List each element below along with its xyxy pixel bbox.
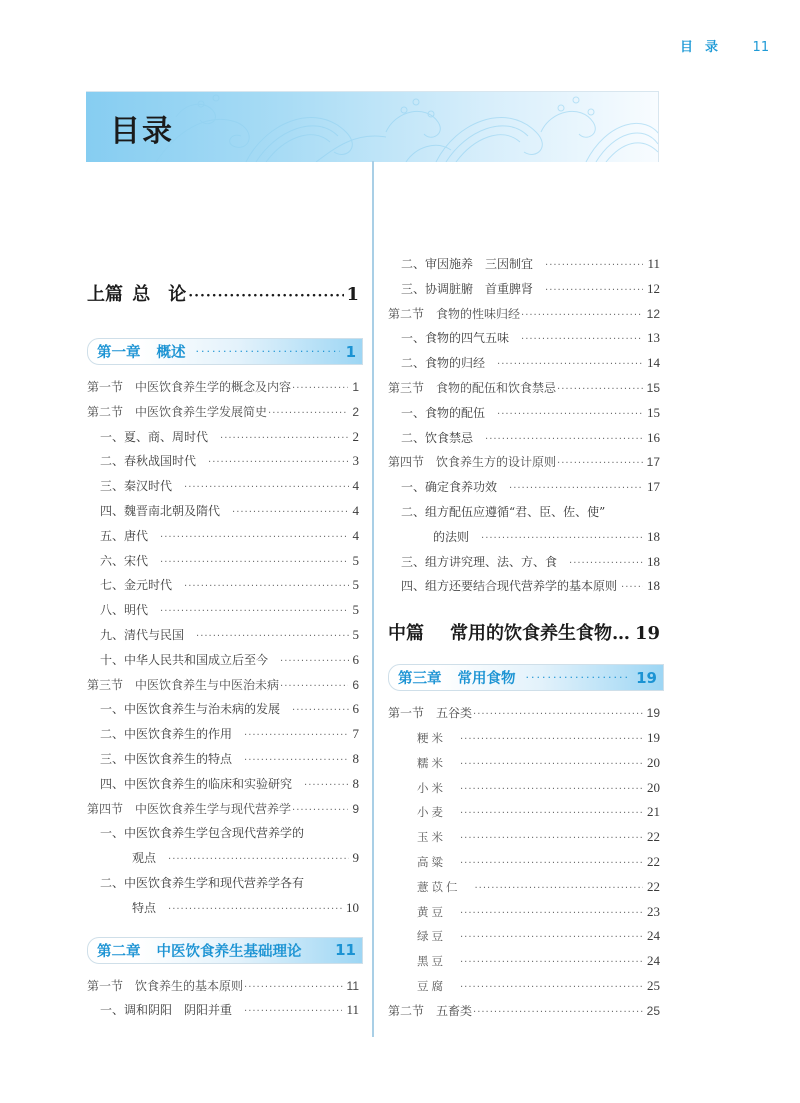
entry-label: 第三节 食物的配伍和饮食禁忌 bbox=[388, 380, 557, 395]
entry-label: 小麦 bbox=[417, 805, 446, 820]
entry-label: 一、夏、商、周时代 bbox=[100, 429, 209, 444]
toc-food-item[interactable] bbox=[388, 850, 660, 875]
entry-page: 1 bbox=[352, 380, 359, 394]
chapter-title: 中医饮食养生基础理论 bbox=[156, 943, 302, 960]
entry-label: 二、审因施养 三因制宜 bbox=[401, 257, 534, 271]
toc-item[interactable] bbox=[87, 524, 359, 549]
dot-leader bbox=[521, 328, 643, 353]
entry-page: 9 bbox=[352, 801, 359, 816]
entry-label: 高粱 bbox=[417, 854, 446, 869]
entry-page: 4 bbox=[352, 527, 359, 543]
toc-item[interactable] bbox=[87, 623, 359, 648]
entry-label: 六、宋代 bbox=[100, 553, 149, 568]
dot-leader bbox=[460, 753, 643, 778]
toc-item[interactable] bbox=[87, 998, 359, 1023]
running-head-title: 目录 bbox=[680, 40, 731, 55]
entry-label: 第四节 饮食养生方的设计原则 bbox=[388, 455, 557, 470]
toc-food-item[interactable] bbox=[388, 726, 660, 751]
entry-label: 十、中华人民共和国成立后至今 bbox=[100, 652, 269, 667]
toc-food-item[interactable] bbox=[388, 974, 660, 999]
dot-leader bbox=[460, 951, 643, 976]
toc-item[interactable] bbox=[388, 351, 660, 376]
toc-right-column bbox=[388, 252, 660, 1024]
toc-item[interactable] bbox=[388, 401, 660, 426]
entry-label: 四、组方还要结合现代营养学的基本原则 bbox=[401, 579, 618, 594]
entry-page: 19 bbox=[647, 729, 660, 745]
entry-page: 16 bbox=[647, 429, 660, 445]
toc-item[interactable] bbox=[87, 449, 359, 474]
entry-page: 18 bbox=[647, 553, 660, 569]
toc-item-line1[interactable] bbox=[87, 821, 359, 846]
entry-page: 20 bbox=[647, 779, 660, 795]
entry-page: 21 bbox=[647, 804, 660, 820]
entry-label: 第一节 中医饮食养生学的概念及内容 bbox=[87, 380, 292, 394]
dot-leader bbox=[244, 749, 348, 774]
toc-item[interactable] bbox=[87, 747, 359, 772]
dot-leader bbox=[292, 699, 348, 724]
entry-label: 第四节 中医饮食养生学与现代营养学 bbox=[87, 801, 292, 816]
toc-item[interactable] bbox=[87, 425, 359, 450]
dot-leader bbox=[460, 902, 643, 927]
chapter-page: 19 bbox=[636, 668, 657, 687]
entry-label: 二、中医饮食养生的作用 bbox=[100, 727, 233, 742]
entry-label: 二、组方配伍应遵循“君、臣、佐、使” bbox=[401, 504, 606, 519]
entry-label: 四、魏晋南北朝及隋代 bbox=[100, 503, 221, 518]
entry-label: 一、中医饮食养生学包含现代营养学的 bbox=[100, 826, 305, 841]
entry-label: 小米 bbox=[417, 780, 446, 795]
entry-page: 14 bbox=[647, 355, 660, 371]
toc-item-line2[interactable] bbox=[87, 846, 359, 871]
entry-page: 10 bbox=[346, 899, 359, 915]
chapter-number: 第三章 bbox=[398, 671, 442, 688]
toc-food-item[interactable] bbox=[388, 800, 660, 825]
entry-page: 24 bbox=[647, 928, 660, 944]
dot-leader bbox=[160, 600, 348, 625]
toc-part-heading[interactable] bbox=[388, 619, 660, 649]
dot-leader bbox=[526, 671, 631, 684]
dot-leader bbox=[188, 288, 344, 304]
entry-page: 18 bbox=[647, 528, 660, 544]
page-title: 目录 bbox=[110, 114, 174, 149]
toc-left-column bbox=[87, 280, 359, 1023]
entry-page: 22 bbox=[647, 853, 660, 869]
entry-page: 6 bbox=[352, 677, 359, 692]
entry-label: 二、饮食禁忌 bbox=[401, 430, 474, 445]
dot-leader bbox=[473, 703, 643, 728]
toc-food-item[interactable] bbox=[388, 949, 660, 974]
dot-leader bbox=[460, 802, 643, 827]
entry-page: 4 bbox=[352, 502, 359, 518]
entry-label: 五、唐代 bbox=[100, 528, 149, 543]
part-label: 中篇 bbox=[388, 623, 424, 645]
entry-label: 二、食物的归经 bbox=[401, 356, 486, 371]
entry-label: 第二节 食物的性味归经 bbox=[388, 306, 521, 321]
entry-label: 二、中医饮食养生学和现代营养学各有 bbox=[100, 875, 305, 890]
entry-page: 22 bbox=[647, 878, 660, 894]
title-banner bbox=[86, 91, 659, 162]
page-number: 11 bbox=[752, 40, 770, 55]
dot-leader bbox=[244, 724, 348, 749]
entry-page: 15 bbox=[646, 380, 660, 395]
entry-label: 一、食物的配伍 bbox=[401, 405, 486, 420]
toc-section[interactable] bbox=[87, 797, 359, 822]
running-head bbox=[680, 36, 769, 55]
toc-section[interactable] bbox=[388, 450, 660, 475]
toc-chapter-heading[interactable] bbox=[87, 937, 363, 964]
toc-section[interactable] bbox=[87, 974, 359, 999]
entry-page: 5 bbox=[352, 626, 359, 642]
toc-section[interactable] bbox=[388, 701, 660, 726]
entry-page: 12 bbox=[646, 306, 660, 321]
toc-item[interactable] bbox=[87, 772, 359, 797]
column-divider bbox=[372, 161, 374, 1037]
entry-label: 四、中医饮食养生的临床和实验研究 bbox=[100, 776, 293, 791]
dot-leader bbox=[196, 345, 340, 358]
dot-leader bbox=[460, 728, 643, 753]
entry-page: 18 bbox=[647, 578, 660, 594]
entry-label: 三、秦汉时代 bbox=[100, 479, 173, 494]
entry-label: 八、明代 bbox=[100, 603, 149, 618]
entry-label: 薏苡仁 bbox=[417, 879, 461, 894]
dot-leader bbox=[545, 254, 643, 279]
entry-page: 15 bbox=[647, 404, 660, 420]
entry-label: 三、协调脏腑 首重脾肾 bbox=[401, 281, 534, 296]
entry-page: 11 bbox=[346, 1002, 359, 1018]
toc-food-item[interactable] bbox=[388, 776, 660, 801]
entry-page: 6 bbox=[352, 701, 359, 717]
dot-leader bbox=[460, 827, 643, 852]
entry-page: 19 bbox=[646, 706, 660, 721]
entry-label: 一、食物的四气五味 bbox=[401, 331, 510, 346]
entry-page: 7 bbox=[352, 726, 359, 742]
toc-item-line2[interactable] bbox=[87, 896, 359, 921]
toc-food-item[interactable] bbox=[388, 825, 660, 850]
dot-leader bbox=[184, 476, 348, 501]
toc-item[interactable] bbox=[87, 722, 359, 747]
entry-page: 5 bbox=[352, 577, 359, 593]
entry-page: 5 bbox=[352, 552, 359, 568]
toc-section[interactable] bbox=[388, 999, 660, 1024]
dot-leader bbox=[569, 552, 643, 577]
dot-leader bbox=[232, 501, 348, 526]
entry-label: 豆腐 bbox=[417, 978, 446, 993]
toc-section[interactable] bbox=[388, 302, 660, 327]
toc-item[interactable] bbox=[388, 550, 660, 575]
dot-leader bbox=[208, 451, 348, 476]
dot-leader bbox=[481, 527, 643, 552]
entry-label: 七、金元时代 bbox=[100, 578, 173, 593]
toc-item[interactable] bbox=[87, 573, 359, 598]
entry-page: 4 bbox=[352, 478, 359, 494]
chapter-number: 第二章 bbox=[97, 943, 141, 960]
entry-label: 绿豆 bbox=[417, 929, 446, 944]
part-page: 19 bbox=[634, 623, 660, 645]
dot-leader bbox=[304, 774, 348, 799]
dot-leader bbox=[521, 304, 643, 329]
dot-leader bbox=[184, 575, 348, 600]
entry-label: 糯米 bbox=[417, 755, 446, 770]
dot-leader bbox=[473, 1001, 643, 1026]
entry-page: 5 bbox=[352, 602, 359, 618]
entry-label: 第二节 中医饮食养生学发展简史 bbox=[87, 404, 268, 419]
entry-page: 25 bbox=[646, 1003, 660, 1018]
toc-item-line1[interactable] bbox=[87, 871, 359, 896]
toc-item-line2[interactable] bbox=[388, 525, 660, 550]
toc-item[interactable] bbox=[388, 426, 660, 451]
dot-leader bbox=[268, 402, 348, 427]
toc-section[interactable] bbox=[87, 400, 359, 425]
dot-leader bbox=[168, 898, 342, 923]
toc-item[interactable] bbox=[388, 277, 660, 302]
dot-leader bbox=[244, 976, 343, 1001]
entry-label: 三、组方讲究理、法、方、食 bbox=[401, 554, 558, 569]
dot-leader bbox=[292, 799, 348, 824]
entry-page: 2 bbox=[352, 404, 359, 419]
toc-food-item[interactable] bbox=[388, 900, 660, 925]
part-page: 1 bbox=[346, 284, 359, 305]
dot-leader bbox=[292, 377, 348, 402]
part-title: 总 论 bbox=[132, 284, 187, 305]
toc-section[interactable] bbox=[388, 376, 660, 401]
dot-leader bbox=[460, 852, 643, 877]
toc-item[interactable] bbox=[87, 499, 359, 524]
entry-label: 第三节 中医饮食养生与中医治未病 bbox=[87, 677, 280, 692]
dot-leader bbox=[497, 403, 643, 428]
entry-label: 一、调和阴阳 阴阳并重 bbox=[100, 1003, 233, 1018]
entry-label: 黑豆 bbox=[417, 954, 446, 969]
entry-label: 第一节 饮食养生的基本原则 bbox=[87, 978, 244, 993]
dot-leader bbox=[460, 926, 643, 951]
toc-item[interactable] bbox=[388, 475, 660, 500]
chapter-title: 常用食物 bbox=[457, 671, 516, 688]
dot-leader bbox=[460, 976, 643, 1001]
entry-label: 三、中医饮食养生的特点 bbox=[100, 751, 233, 766]
entry-label: 一、中医饮食养生与治未病的发展 bbox=[100, 702, 281, 717]
dot-leader bbox=[280, 650, 348, 675]
dot-leader bbox=[557, 452, 643, 477]
dot-leader bbox=[220, 427, 348, 452]
dot-leader bbox=[485, 428, 643, 453]
part-label: 上篇 bbox=[87, 284, 123, 305]
toc-item[interactable] bbox=[87, 697, 359, 722]
toc-item[interactable] bbox=[87, 549, 359, 574]
toc-item[interactable] bbox=[388, 326, 660, 351]
entry-label: 黄豆 bbox=[417, 904, 446, 919]
dot-leader bbox=[160, 526, 348, 551]
toc-food-item[interactable] bbox=[388, 875, 660, 900]
toc-item-line1[interactable] bbox=[388, 500, 660, 525]
dot-leader bbox=[244, 1000, 342, 1025]
entry-page: 2 bbox=[352, 428, 359, 444]
dot-leader bbox=[460, 778, 643, 803]
entry-label: 二、春秋战国时代 bbox=[100, 454, 197, 469]
entry-label: 第一节 五谷类 bbox=[388, 706, 473, 721]
dot-leader bbox=[497, 353, 643, 378]
entry-page: 13 bbox=[647, 330, 660, 346]
entry-label-continued: 特点 bbox=[132, 900, 157, 915]
chapter-number: 第一章 bbox=[97, 345, 141, 361]
entry-page: 20 bbox=[647, 754, 660, 770]
entry-page: 8 bbox=[352, 750, 359, 766]
dot-leader bbox=[280, 675, 348, 700]
toc-item[interactable] bbox=[388, 574, 660, 599]
part-title: 常用的饮食养生食物… bbox=[450, 623, 630, 645]
toc-section[interactable] bbox=[87, 375, 359, 400]
toc-part-heading[interactable] bbox=[87, 280, 359, 310]
dot-leader bbox=[557, 378, 643, 403]
toc-food-item[interactable] bbox=[388, 751, 660, 776]
toc-item[interactable] bbox=[87, 474, 359, 499]
entry-label: 粳米 bbox=[417, 730, 446, 745]
entry-page: 23 bbox=[647, 903, 660, 919]
toc-item[interactable] bbox=[87, 598, 359, 623]
entry-page: 17 bbox=[647, 479, 660, 495]
entry-page: 17 bbox=[646, 455, 660, 470]
dot-leader bbox=[475, 877, 644, 902]
chapter-title: 概述 bbox=[156, 345, 186, 361]
entry-page: 24 bbox=[647, 953, 660, 969]
entry-label: 玉米 bbox=[417, 830, 446, 845]
entry-page: 8 bbox=[352, 775, 359, 791]
entry-page: 22 bbox=[647, 829, 660, 845]
chapter-page: 1 bbox=[345, 342, 356, 361]
entry-page: 25 bbox=[647, 977, 660, 993]
entry-label: 第二节 五畜类 bbox=[388, 1003, 473, 1018]
dot-leader bbox=[621, 576, 643, 601]
toc-food-item[interactable] bbox=[388, 924, 660, 949]
toc-chapter-heading[interactable] bbox=[87, 338, 363, 365]
dot-leader bbox=[168, 848, 348, 873]
dot-leader bbox=[545, 279, 643, 304]
entry-page: 6 bbox=[352, 651, 359, 667]
entry-label-continued: 的法则 bbox=[433, 529, 470, 544]
entry-label: 一、确定食养功效 bbox=[401, 480, 498, 495]
dot-leader bbox=[509, 477, 643, 502]
dot-leader bbox=[160, 551, 348, 576]
toc-item[interactable] bbox=[87, 648, 359, 673]
entry-page: 11 bbox=[346, 978, 359, 993]
entry-label: 九、清代与民国 bbox=[100, 627, 185, 642]
entry-page: 9 bbox=[352, 850, 359, 866]
toc-section[interactable] bbox=[87, 673, 359, 698]
entry-page: 3 bbox=[352, 453, 359, 469]
dot-leader bbox=[196, 625, 348, 650]
chapter-page: 11 bbox=[335, 941, 356, 960]
toc-chapter-heading[interactable] bbox=[388, 664, 664, 691]
entry-label-continued: 观点 bbox=[132, 851, 157, 866]
entry-page: 11 bbox=[647, 256, 660, 271]
entry-page: 12 bbox=[647, 280, 660, 296]
toc-item[interactable] bbox=[388, 252, 660, 277]
